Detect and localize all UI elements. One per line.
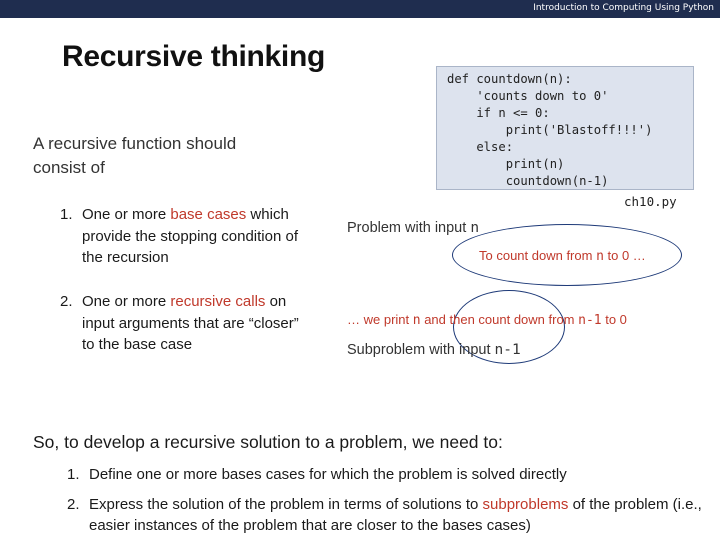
list-body bbox=[89, 494, 709, 536]
list-text: One or more bbox=[82, 293, 171, 310]
highlight-term: base cases bbox=[170, 206, 247, 223]
header-bar bbox=[0, 0, 720, 18]
course-title: Introduction to Computing Using Python bbox=[533, 3, 714, 13]
problem-label: Problem with input bbox=[347, 220, 471, 236]
then-text bbox=[347, 312, 627, 328]
conclusion-lead: So, to develop a recursive solution to a problem, we need to: bbox=[33, 432, 503, 452]
list-number: 2. bbox=[60, 293, 73, 310]
problem-var: n bbox=[470, 220, 480, 236]
problem-text bbox=[347, 220, 479, 236]
list-text: Define one or more bases cases for which the problem is solved directly bbox=[89, 466, 567, 483]
countdown-suffix: to 0 … bbox=[603, 248, 646, 263]
list-number: 1. bbox=[67, 466, 80, 483]
list-text: One or more bbox=[82, 206, 171, 223]
subproblem-label: Subproblem with input bbox=[347, 342, 495, 358]
countdown-text bbox=[479, 248, 646, 264]
then-var: n bbox=[412, 313, 421, 328]
code-filename: ch10.py bbox=[624, 194, 677, 209]
list-number: 2. bbox=[67, 496, 80, 513]
list-number: 1. bbox=[60, 206, 73, 223]
subproblem-text bbox=[347, 342, 521, 358]
highlight-term: subproblems bbox=[482, 496, 569, 513]
lead-text: A recursive function should consist of bbox=[33, 134, 237, 177]
list-body bbox=[89, 464, 709, 485]
countdown-prefix: To count down from bbox=[479, 248, 597, 263]
then-mid: and then count down from bbox=[420, 312, 579, 327]
countdown-var: n bbox=[596, 249, 604, 264]
list-body bbox=[82, 291, 304, 356]
slide-title: Recursive thinking bbox=[62, 40, 326, 73]
then-prefix: … we print bbox=[347, 312, 413, 327]
subproblem-var: n-1 bbox=[494, 342, 521, 358]
list-body bbox=[82, 204, 304, 269]
then-suffix: to 0 bbox=[601, 312, 627, 327]
list-text: of the problem (i.e., easier instances of the problem that are closer to the bases cases) bbox=[89, 496, 702, 534]
highlight-term: recursive calls bbox=[170, 293, 266, 310]
code-box bbox=[436, 66, 694, 190]
list-text: Express the solution of the problem in terms of solutions to bbox=[89, 496, 483, 513]
then-var2: n-1 bbox=[578, 313, 602, 328]
code-listing: def countdown(n): 'counts down to 0' if n <= 0: print('Blastoff!!!') else: print(n) countdown(n-1) bbox=[447, 72, 653, 188]
list-text: which provide the stopping condition of the recursion bbox=[82, 206, 298, 266]
list-text: on input arguments that are “closer” to the base case bbox=[82, 293, 299, 353]
